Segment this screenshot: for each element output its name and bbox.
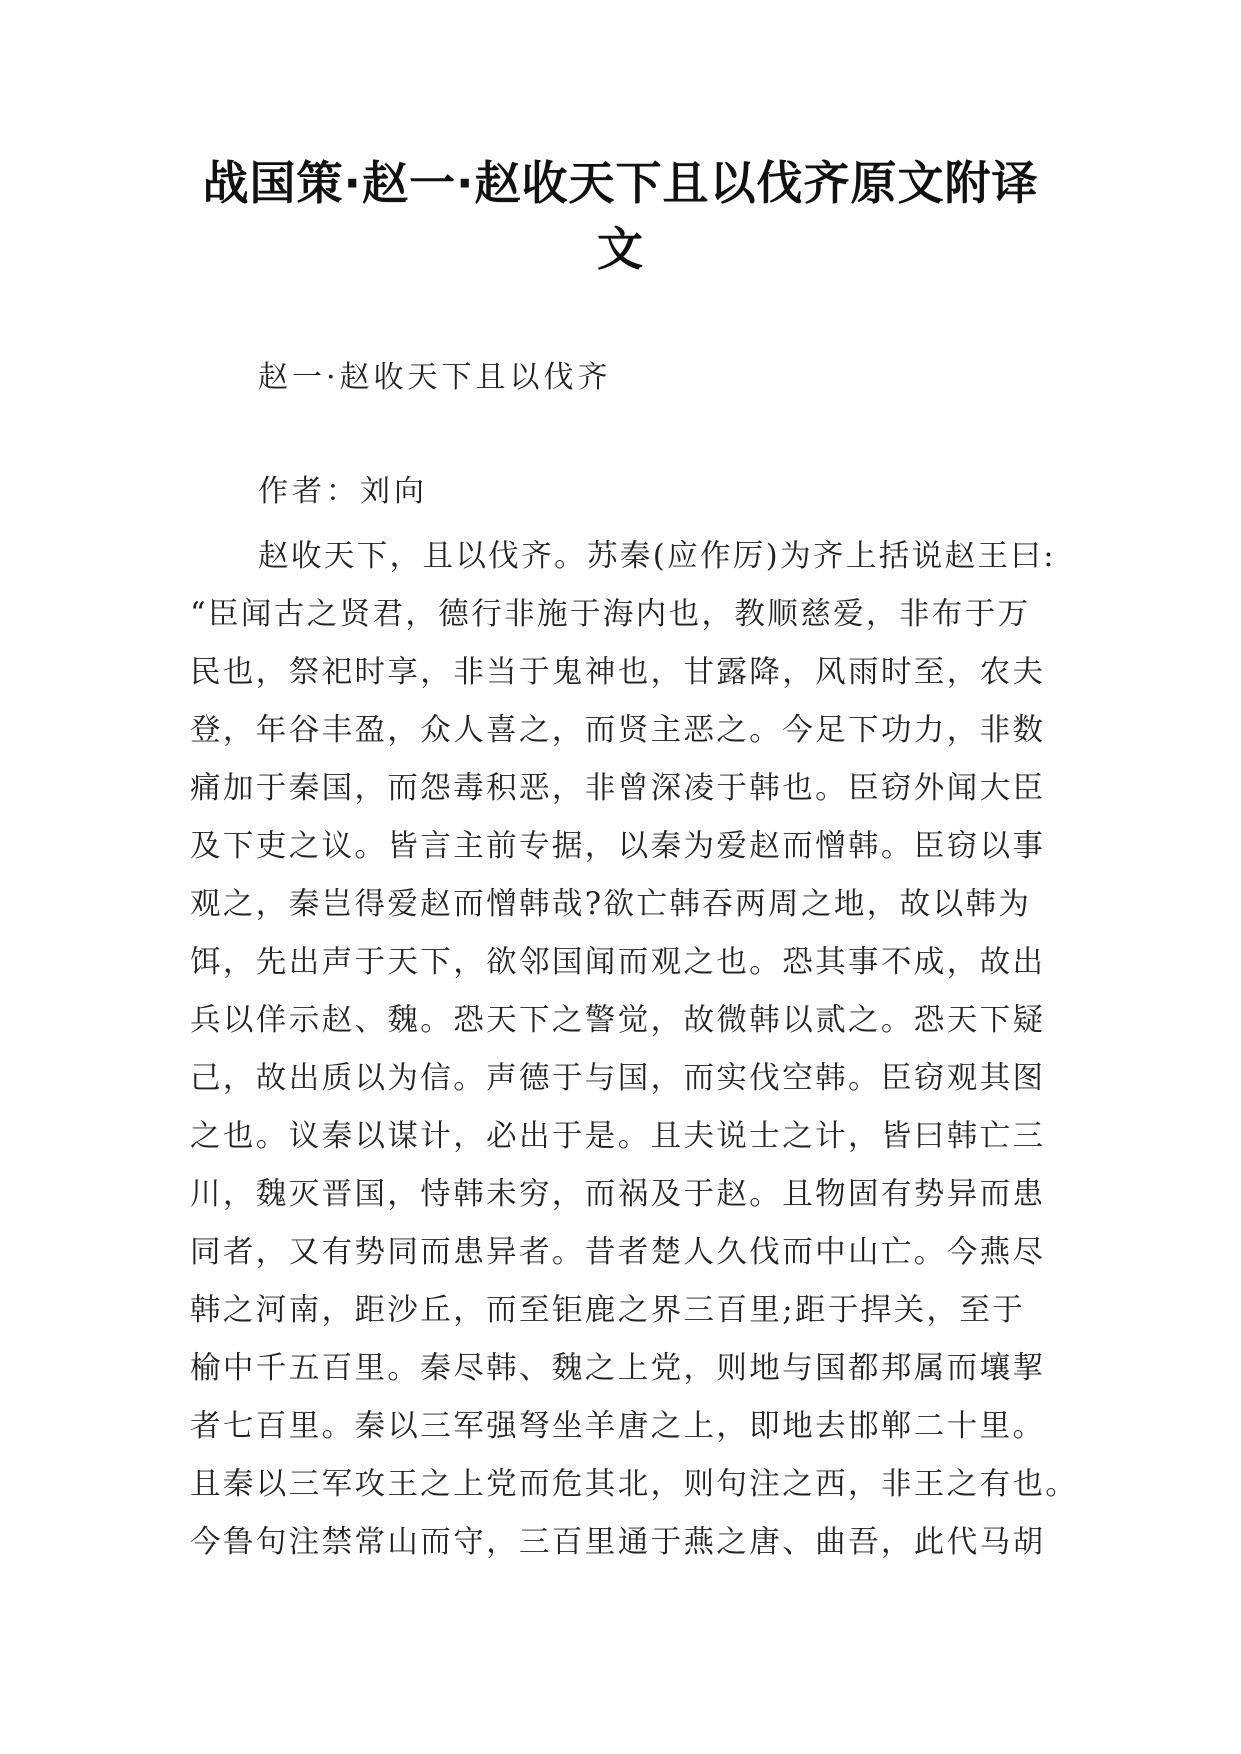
body-line: 登，年谷丰盈，众人喜之，而贤主恶之。今足下功力，非数 bbox=[190, 713, 1046, 748]
body-line: 者七百里。秦以三军强弩坐羊唐之上，即地去邯郸二十里。 bbox=[190, 1409, 1046, 1444]
body-line: 榆中千五百里。秦尽韩、魏之上党，则地与国都邦属而壤挈 bbox=[190, 1351, 1046, 1386]
body-line: 且秦以三军攻王之上党而危其北，则句注之西，非王之有也。 bbox=[190, 1467, 1079, 1502]
body-line: 韩之河南，距沙丘，而至钜鹿之界三百里;距于捍关，至于 bbox=[190, 1293, 1026, 1328]
body-line: 今鲁句注禁常山而守，三百里通于燕之唐、曲吾，此代马胡 bbox=[190, 1525, 1046, 1560]
body-line: 川，魏灭晋国，恃韩未穷，而祸及于赵。且物固有势异而患 bbox=[190, 1177, 1046, 1212]
body-line: 痛加于秦国，而怨毒积恶，非曾深凌于韩也。臣窃外闻大臣 bbox=[190, 771, 1046, 806]
title-line-2: 文 bbox=[597, 222, 644, 276]
body-line: 饵，先出声于天下，欲邻国闻而观之也。恐其事不成，故出 bbox=[190, 945, 1046, 980]
body-line: 同者，又有势同而患异者。昔者楚人久伐而中山亡。今燕尽 bbox=[190, 1235, 1046, 1270]
document-title bbox=[180, 150, 1061, 282]
body-line: 观之，秦岂得爱赵而憎韩哉?欲亡韩吞两周之地，故以韩为 bbox=[190, 887, 1032, 922]
chapter-subtitle: 赵一·赵收天下且以伐齐 bbox=[258, 360, 612, 395]
body-line: 民也，祭祀时享，非当于鬼神也，甘露降，风雨时至，农夫 bbox=[190, 655, 1046, 690]
body-line: 赵收天下，且以伐齐。苏秦(应作厉)为齐上括说赵王曰: bbox=[258, 539, 1056, 574]
body-line: “臣闻古之贤君，德行非施于海内也，教顺慈爱，非布于万 bbox=[190, 597, 1031, 632]
body-line: 之也。议秦以谋计，必出于是。且夫说士之计，皆曰韩亡三 bbox=[190, 1119, 1046, 1154]
body-line: 及下吏之议。皆言主前专据，以秦为爱赵而憎韩。臣窃以事 bbox=[190, 829, 1046, 864]
body-line: 兵以佯示赵、魏。恐天下之警觉，故微韩以贰之。恐天下疑 bbox=[190, 1003, 1046, 1038]
title-line-1: 战国策·赵一·赵收天下且以伐齐原文附译 bbox=[202, 156, 1039, 210]
author-line: 作者：刘向 bbox=[258, 474, 428, 509]
body-text bbox=[190, 528, 1079, 1572]
body-line: 己，故出质以为信。声德于与国，而实伐空韩。臣窃观其图 bbox=[190, 1061, 1046, 1096]
